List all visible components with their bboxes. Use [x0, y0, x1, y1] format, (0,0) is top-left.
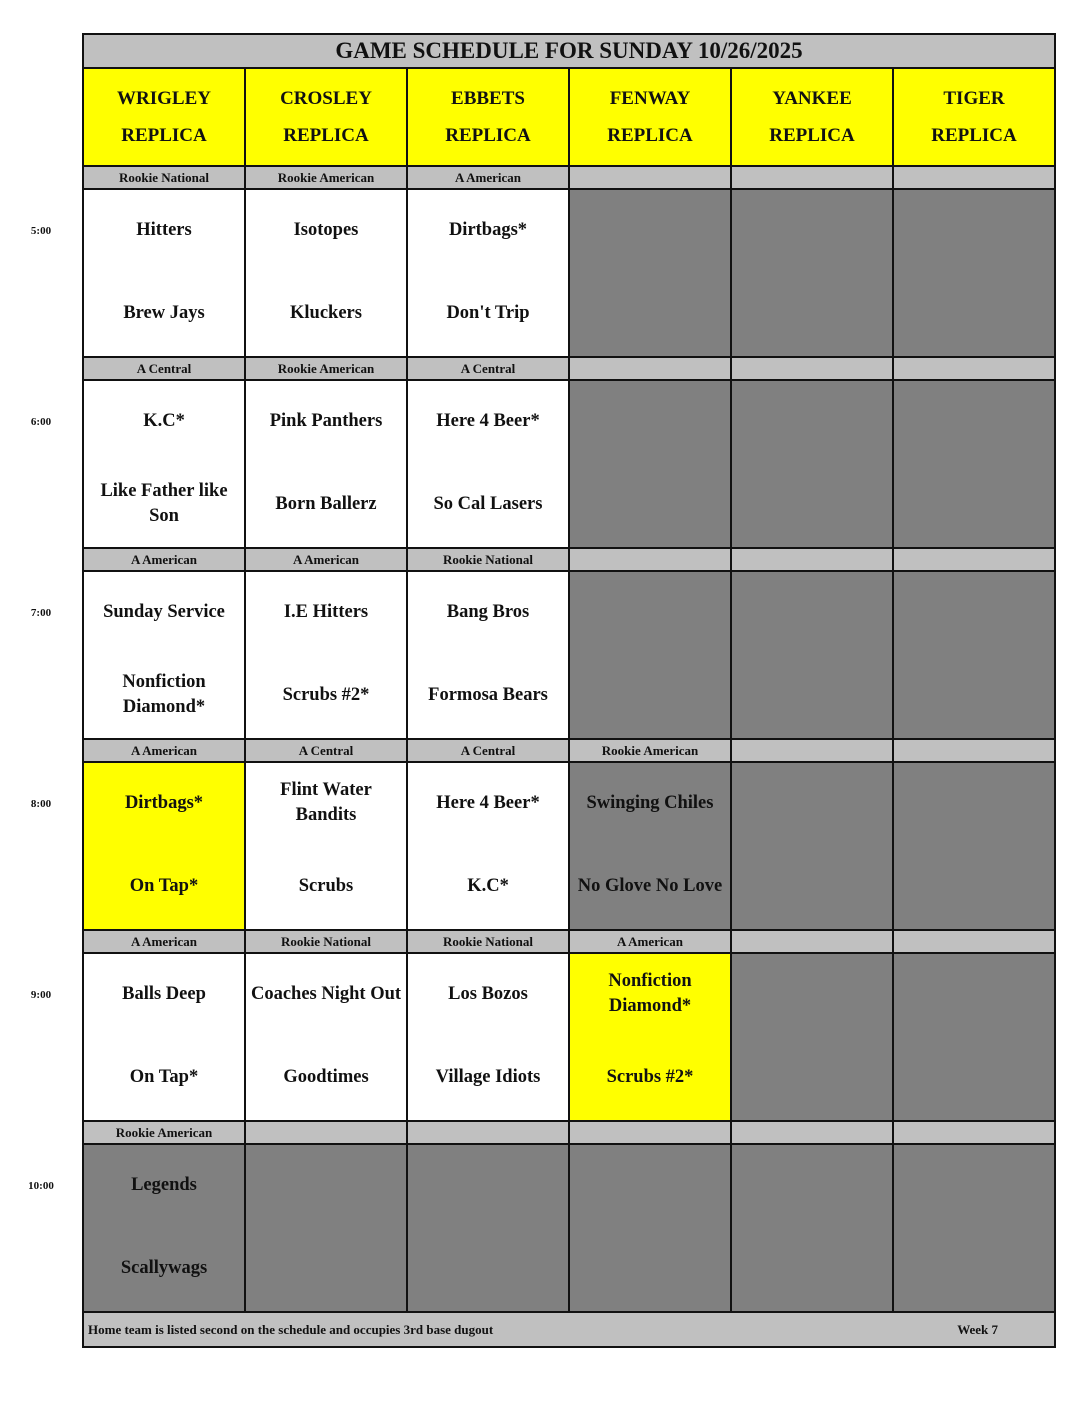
field-header-row — [83, 68, 1055, 166]
home-team — [246, 1225, 406, 1311]
division-label — [893, 548, 1055, 571]
away-team: I.E Hitters — [283, 601, 369, 622]
schedule-table — [82, 33, 1056, 1348]
away-team: Balls Deep — [122, 983, 206, 1004]
away-team: Nonfiction Diamond* — [608, 971, 692, 1016]
away-team: Pink Panthers — [269, 410, 383, 431]
away-team: Hitters — [136, 219, 192, 240]
game-row — [83, 762, 1055, 930]
game-cell — [407, 571, 569, 739]
division-label — [893, 739, 1055, 762]
field-header — [569, 68, 731, 166]
game-cell — [893, 953, 1055, 1121]
home-team — [570, 270, 730, 356]
division-row — [83, 930, 1055, 953]
division-label: Rookie National — [83, 166, 245, 189]
away-team: K.C* — [143, 410, 185, 431]
away-team — [894, 763, 1054, 843]
field-header — [407, 68, 569, 166]
division-label: A American — [245, 548, 407, 571]
away-team: Dirtbags* — [124, 792, 204, 813]
division-label — [893, 930, 1055, 953]
away-team: Swinging Chiles — [586, 792, 714, 813]
away-team: Here 4 Beer* — [436, 792, 540, 813]
home-team: On Tap* — [129, 875, 199, 896]
home-team — [894, 1034, 1054, 1120]
home-team: Kluckers — [290, 302, 362, 323]
away-team — [570, 572, 730, 652]
game-row — [83, 380, 1055, 548]
away-team — [894, 572, 1054, 652]
division-label: Rookie National — [245, 930, 407, 953]
field-subtitle: REPLICA — [121, 125, 207, 146]
away-team — [570, 1145, 730, 1225]
away-team: Flint Water Bandits — [280, 780, 372, 825]
game-cell — [569, 380, 731, 548]
game-cell — [83, 380, 245, 548]
division-label: A American — [83, 930, 245, 953]
away-team — [894, 1145, 1054, 1225]
field-name: WRIGLEY — [117, 88, 211, 109]
division-label: A Central — [83, 357, 245, 380]
game-cell — [245, 380, 407, 548]
home-team — [894, 461, 1054, 547]
away-team — [894, 190, 1054, 270]
division-label: A American — [83, 739, 245, 762]
home-team — [570, 652, 730, 738]
home-team: Formosa Bears — [428, 684, 548, 705]
home-team: K.C* — [467, 875, 509, 896]
game-cell — [731, 953, 893, 1121]
schedule-title: GAME SCHEDULE FOR SUNDAY 10/26/2025 — [83, 34, 1055, 68]
division-label: A Central — [407, 357, 569, 380]
home-team — [408, 1225, 568, 1311]
field-header — [83, 68, 245, 166]
game-cell — [569, 571, 731, 739]
away-team — [732, 572, 892, 652]
division-label: A American — [569, 930, 731, 953]
home-team: Nonfiction Diamond* — [122, 672, 206, 717]
away-team: Los Bozos — [448, 983, 528, 1004]
home-team: Scrubs #2* — [606, 1066, 694, 1087]
home-team — [570, 461, 730, 547]
away-team: Dirtbags* — [448, 219, 528, 240]
away-team: Here 4 Beer* — [436, 410, 540, 431]
field-header — [731, 68, 893, 166]
game-cell — [245, 953, 407, 1121]
game-cell — [731, 571, 893, 739]
game-cell — [569, 1144, 731, 1312]
game-cell — [245, 189, 407, 357]
home-team: Don't Trip — [446, 302, 530, 323]
division-label: Rookie American — [245, 166, 407, 189]
time-label: 8:00 — [30, 798, 52, 810]
home-team: No Glove No Love — [577, 875, 723, 896]
home-team — [732, 1034, 892, 1120]
home-team: Scrubs — [298, 875, 354, 896]
field-name: FENWAY — [609, 88, 691, 109]
away-team — [246, 1145, 406, 1225]
game-cell — [407, 189, 569, 357]
game-cell — [893, 762, 1055, 930]
game-cell — [83, 1144, 245, 1312]
time-label: 10:00 — [28, 1180, 54, 1192]
field-subtitle: REPLICA — [607, 125, 693, 146]
home-team — [732, 270, 892, 356]
schedule-body — [83, 34, 1055, 1347]
game-cell — [245, 1144, 407, 1312]
division-label: Rookie National — [407, 548, 569, 571]
away-team — [570, 381, 730, 461]
division-row — [83, 739, 1055, 762]
game-row — [83, 1144, 1055, 1312]
division-label: A American — [407, 166, 569, 189]
away-team: Coaches Night Out — [250, 983, 402, 1004]
division-label — [569, 166, 731, 189]
footer-cell — [83, 1312, 1055, 1347]
home-team: On Tap* — [129, 1066, 199, 1087]
time-label: 5:00 — [30, 225, 52, 237]
division-label — [407, 1121, 569, 1144]
field-name: TIGER — [943, 88, 1005, 109]
away-team: Isotopes — [293, 219, 359, 240]
field-subtitle: REPLICA — [769, 125, 855, 146]
field-name: EBBETS — [451, 88, 525, 109]
division-label — [731, 357, 893, 380]
home-team: Like Father like Son — [100, 481, 228, 526]
game-cell — [83, 571, 245, 739]
game-cell — [893, 571, 1055, 739]
away-team — [894, 381, 1054, 461]
home-team: So Cal Lasers — [433, 493, 543, 514]
home-team — [894, 270, 1054, 356]
field-subtitle: REPLICA — [445, 125, 531, 146]
game-cell — [731, 380, 893, 548]
division-label: Rookie American — [245, 357, 407, 380]
week-label: Week 7 — [957, 1322, 998, 1337]
division-label — [731, 930, 893, 953]
home-team: Brew Jays — [123, 302, 205, 323]
field-header — [893, 68, 1055, 166]
division-label — [893, 1121, 1055, 1144]
footer-row — [83, 1312, 1055, 1347]
game-cell — [407, 762, 569, 930]
home-team: Scrubs #2* — [282, 684, 370, 705]
division-label: A Central — [245, 739, 407, 762]
game-cell — [83, 953, 245, 1121]
division-label — [731, 1121, 893, 1144]
away-team: Sunday Service — [103, 601, 225, 622]
division-label — [893, 166, 1055, 189]
away-team — [570, 190, 730, 270]
footer-note: Home team is listed second on the schedule and occupies 3rd base dugout — [88, 1322, 494, 1337]
game-cell — [83, 762, 245, 930]
away-team — [408, 1145, 568, 1225]
game-cell — [893, 380, 1055, 548]
game-cell — [407, 1144, 569, 1312]
away-team — [732, 381, 892, 461]
away-team — [894, 954, 1054, 1034]
division-row — [83, 548, 1055, 571]
game-cell — [893, 1144, 1055, 1312]
game-row — [83, 189, 1055, 357]
home-team — [894, 1225, 1054, 1311]
division-label — [569, 548, 731, 571]
game-cell — [731, 1144, 893, 1312]
division-label: Rookie American — [569, 739, 731, 762]
game-cell — [245, 571, 407, 739]
game-cell — [407, 953, 569, 1121]
division-label — [731, 548, 893, 571]
division-label: A Central — [407, 739, 569, 762]
game-cell — [893, 189, 1055, 357]
division-label — [245, 1121, 407, 1144]
division-label — [731, 739, 893, 762]
away-team — [732, 1145, 892, 1225]
game-cell — [407, 380, 569, 548]
game-cell — [731, 762, 893, 930]
game-cell — [83, 189, 245, 357]
time-label: 9:00 — [30, 989, 52, 1001]
division-row — [83, 1121, 1055, 1144]
division-row — [83, 166, 1055, 189]
home-team — [570, 1225, 730, 1311]
field-header — [245, 68, 407, 166]
title-row — [83, 34, 1055, 68]
division-label — [569, 357, 731, 380]
home-team: Village Idiots — [435, 1066, 541, 1087]
away-team — [732, 954, 892, 1034]
field-subtitle: REPLICA — [931, 125, 1017, 146]
division-label — [569, 1121, 731, 1144]
game-cell — [569, 762, 731, 930]
game-cell — [569, 953, 731, 1121]
home-team — [894, 652, 1054, 738]
game-row — [83, 953, 1055, 1121]
field-name: CROSLEY — [280, 88, 372, 109]
away-team — [732, 190, 892, 270]
division-label: Rookie American — [83, 1121, 245, 1144]
away-team: Bang Bros — [446, 601, 530, 622]
home-team: Scallywags — [120, 1257, 208, 1278]
home-team — [732, 652, 892, 738]
division-label: A American — [83, 548, 245, 571]
division-label — [731, 166, 893, 189]
game-cell — [731, 189, 893, 357]
home-team — [894, 843, 1054, 929]
division-label: Rookie National — [407, 930, 569, 953]
time-label: 6:00 — [30, 416, 52, 428]
home-team — [732, 461, 892, 547]
away-team — [732, 763, 892, 843]
home-team — [732, 843, 892, 929]
away-team: Legends — [131, 1174, 197, 1195]
home-team: Born Ballerz — [275, 493, 377, 514]
field-subtitle: REPLICA — [283, 125, 369, 146]
field-name: YANKEE — [772, 88, 852, 109]
home-team: Goodtimes — [283, 1066, 369, 1087]
time-label: 7:00 — [30, 607, 52, 619]
game-row — [83, 571, 1055, 739]
game-cell — [569, 189, 731, 357]
game-cell — [245, 762, 407, 930]
division-row — [83, 357, 1055, 380]
division-label — [893, 357, 1055, 380]
home-team — [732, 1225, 892, 1311]
